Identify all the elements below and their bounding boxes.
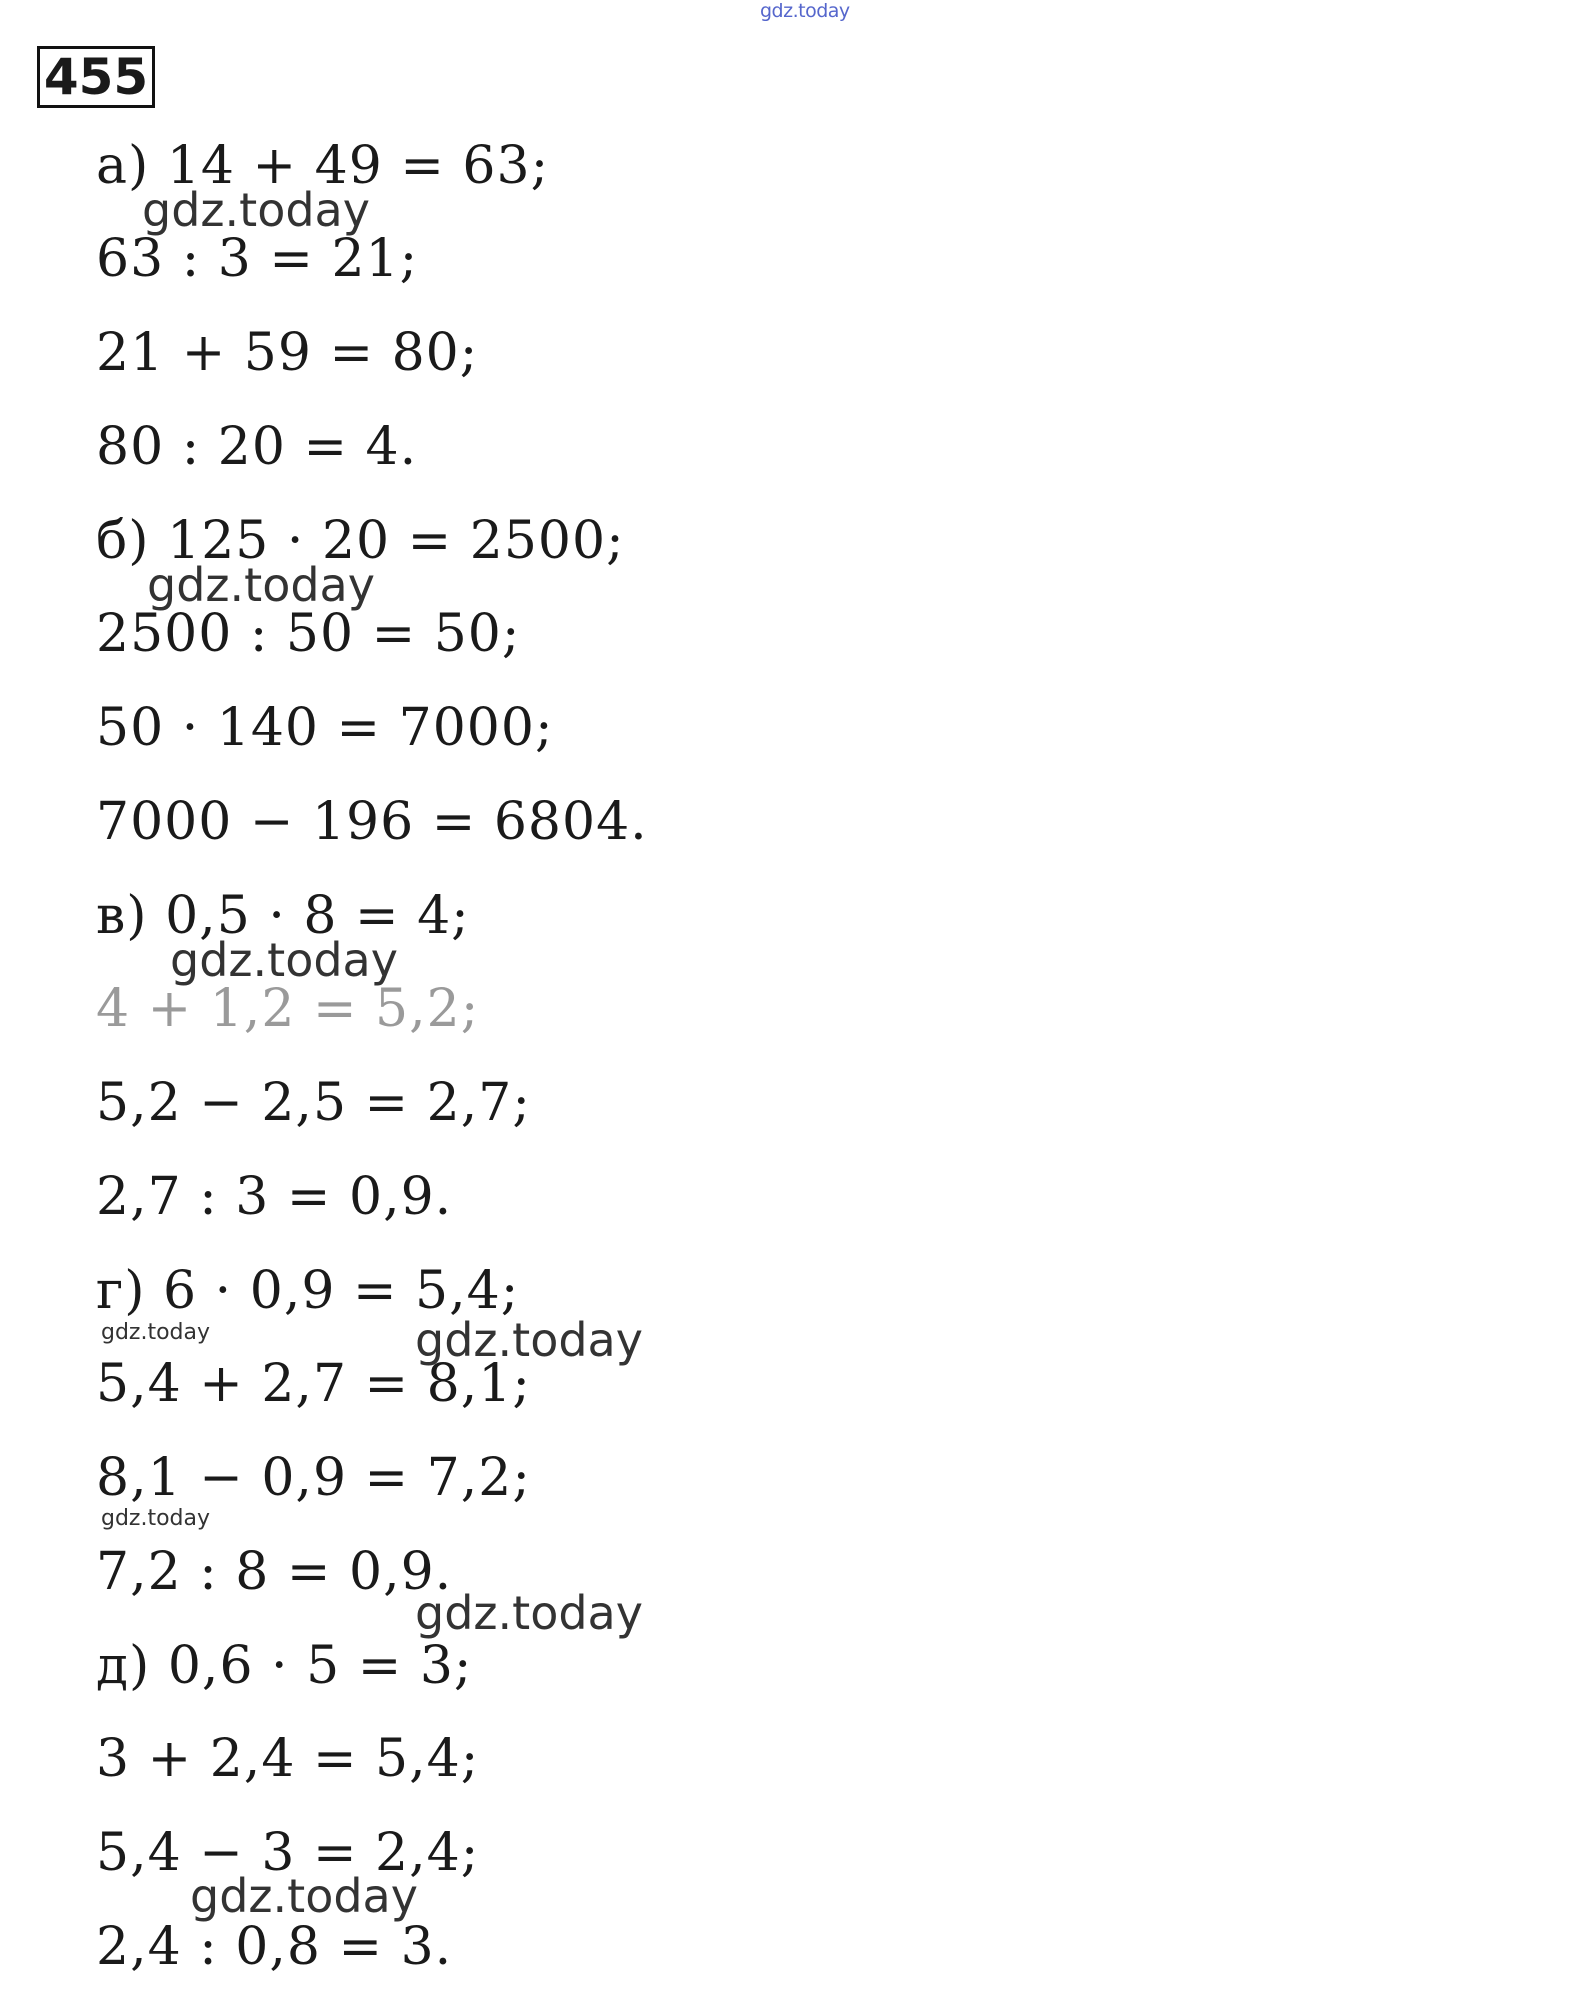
equation-line: 2,7 : 3 = 0,9. — [96, 1167, 453, 1227]
equation-line: в) 0,5 · 8 = 4; — [96, 886, 470, 946]
watermark: gdz.today — [190, 1869, 418, 1923]
equation-line: д) 0,6 · 5 = 3; — [96, 1636, 473, 1696]
problem-number: 455 — [37, 46, 155, 108]
equation-line: 21 + 59 = 80; — [96, 323, 479, 383]
equation-line: 7,2 : 8 = 0,9. — [96, 1542, 453, 1602]
equation-line: 2500 : 50 = 50; — [96, 604, 521, 664]
watermark: gdz.today — [142, 183, 370, 237]
equation-line: 5,4 − 3 = 2,4; — [96, 1823, 480, 1883]
equation-line: б) 125 · 20 = 2500; — [96, 511, 625, 571]
equation-line: г) 6 · 0,9 = 5,4; — [96, 1261, 520, 1321]
equation-line: 8,1 − 0,9 = 7,2; — [96, 1448, 531, 1508]
watermark: gdz.today — [101, 1506, 211, 1531]
watermark: gdz.today — [415, 1313, 643, 1367]
equation-line: 2,4 : 0,8 = 3. — [96, 1917, 453, 1977]
equation-line: 5,2 − 2,5 = 2,7; — [96, 1073, 531, 1133]
equation-line: а) 14 + 49 = 63; — [96, 136, 550, 196]
watermark: gdz.today — [170, 933, 398, 987]
equation-line: 7000 − 196 = 6804. — [96, 792, 648, 852]
top-watermark: gdz.today — [760, 0, 850, 22]
equation-line: 5,4 + 2,7 = 8,1; — [96, 1354, 531, 1414]
watermark: gdz.today — [415, 1586, 643, 1640]
equation-line: 50 · 140 = 7000; — [96, 698, 554, 758]
equation-line: 4 + 1,2 = 5,2; — [96, 979, 480, 1039]
equation-line: 80 : 20 = 4. — [96, 417, 418, 477]
watermark: gdz.today — [101, 1320, 211, 1345]
watermark: gdz.today — [147, 558, 375, 612]
equation-line: 3 + 2,4 = 5,4; — [96, 1729, 480, 1789]
equation-line: 63 : 3 = 21; — [96, 229, 419, 289]
